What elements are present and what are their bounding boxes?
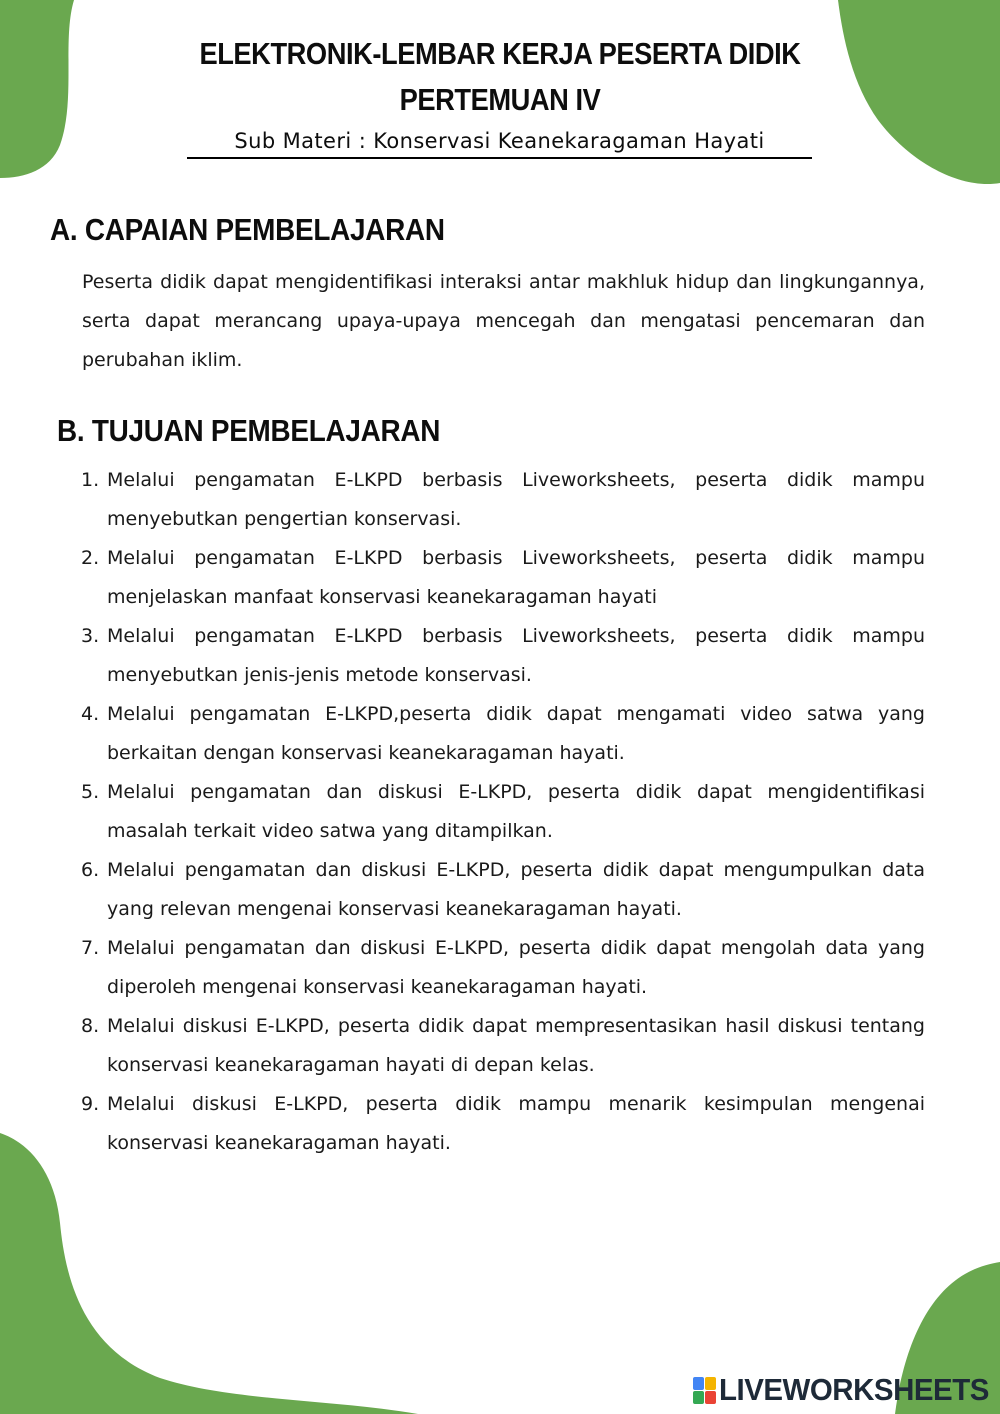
list-item-text: Melalui pengamatan E-LKPD,peserta didik dapat mengamati video satwa yang berkaitan dengan konservasi keanekaragaman hayati. bbox=[107, 703, 925, 764]
liveworksheets-logo[interactable] bbox=[693, 1373, 1000, 1407]
logo-cell bbox=[705, 1377, 716, 1390]
page-subtitle-meeting: PERTEMUAN IV bbox=[399, 82, 601, 117]
sub-material-label: Sub Materi : Konservasi Keanekaragaman Hayati bbox=[187, 129, 812, 159]
list-item-text: Melalui pengamatan E-LKPD berbasis Liveworksheets, peserta didik mampu menyebutkan pengertian konservasi. bbox=[107, 469, 925, 530]
list-item-text: Melalui diskusi E-LKPD, peserta didik mampu menarik kesimpulan mengenai konservasi keanekaragaman hayati. bbox=[107, 1093, 925, 1154]
list-item-number: 4. bbox=[81, 703, 100, 725]
section-a-text: Peserta didik dapat mengidentifikasi interaksi antar makhluk hidup dan lingkungannya, serta dapat merancang upaya-upaya mencegah dan mengatasi pencemaran dan perubahan iklim. bbox=[82, 271, 925, 371]
list-item-number: 8. bbox=[81, 1015, 100, 1037]
list-item-text: Melalui diskusi E-LKPD, peserta didik dapat mempresentasikan hasil diskusi tentang konservasi keanekaragaman hayati di depan kelas. bbox=[107, 1015, 925, 1076]
list-item-text: Melalui pengamatan E-LKPD berbasis Liveworksheets, peserta didik mampu menyebutkan jenis-jenis metode konservasi. bbox=[107, 625, 925, 686]
logo-text: LIVEWORKSHEETS bbox=[719, 1372, 989, 1407]
section-b-heading: B. TUJUAN PEMBELAJARAN bbox=[57, 413, 441, 448]
list-item bbox=[81, 695, 925, 773]
liveworksheets-logo-icon bbox=[693, 1377, 716, 1404]
list-item bbox=[81, 773, 925, 851]
objectives-list bbox=[81, 461, 925, 1163]
list-item-number: 6. bbox=[81, 859, 100, 881]
page-title: ELEKTRONIK-LEMBAR KERJA PESERTA DIDIK bbox=[199, 36, 801, 71]
list-item-text: Melalui pengamatan dan diskusi E-LKPD, peserta didik dapat mengidentifikasi masalah terkait video satwa yang ditampilkan. bbox=[107, 781, 925, 842]
logo-cell bbox=[705, 1391, 716, 1404]
list-item bbox=[81, 929, 925, 1007]
list-item-number: 3. bbox=[81, 625, 100, 647]
list-item bbox=[81, 851, 925, 929]
list-item-text: Melalui pengamatan E-LKPD berbasis Liveworksheets, peserta didik mampu menjelaskan manfaat konservasi keanekaragaman hayati bbox=[107, 547, 925, 608]
list-item bbox=[81, 1085, 925, 1163]
list-item-text: Melalui pengamatan dan diskusi E-LKPD, peserta didik dapat mengumpulkan data yang relevan mengenai konservasi keanekaragaman hayati. bbox=[107, 859, 925, 920]
section-a-heading: A. CAPAIAN PEMBELAJARAN bbox=[50, 212, 445, 247]
list-item-number: 5. bbox=[81, 781, 100, 803]
list-item-number: 2. bbox=[81, 547, 100, 569]
list-item bbox=[81, 617, 925, 695]
list-item-number: 1. bbox=[81, 469, 100, 491]
logo-cell bbox=[693, 1391, 704, 1404]
logo-cell bbox=[693, 1377, 704, 1390]
list-item bbox=[81, 539, 925, 617]
list-item-text: Melalui pengamatan dan diskusi E-LKPD, peserta didik dapat mengolah data yang diperoleh mengenai konservasi keanekaragaman hayati. bbox=[107, 937, 925, 998]
bottom-left-blob bbox=[0, 1133, 420, 1414]
list-item-number: 7. bbox=[81, 937, 100, 959]
list-item bbox=[81, 461, 925, 539]
list-item-number: 9. bbox=[81, 1093, 100, 1115]
list-item bbox=[81, 1007, 925, 1085]
